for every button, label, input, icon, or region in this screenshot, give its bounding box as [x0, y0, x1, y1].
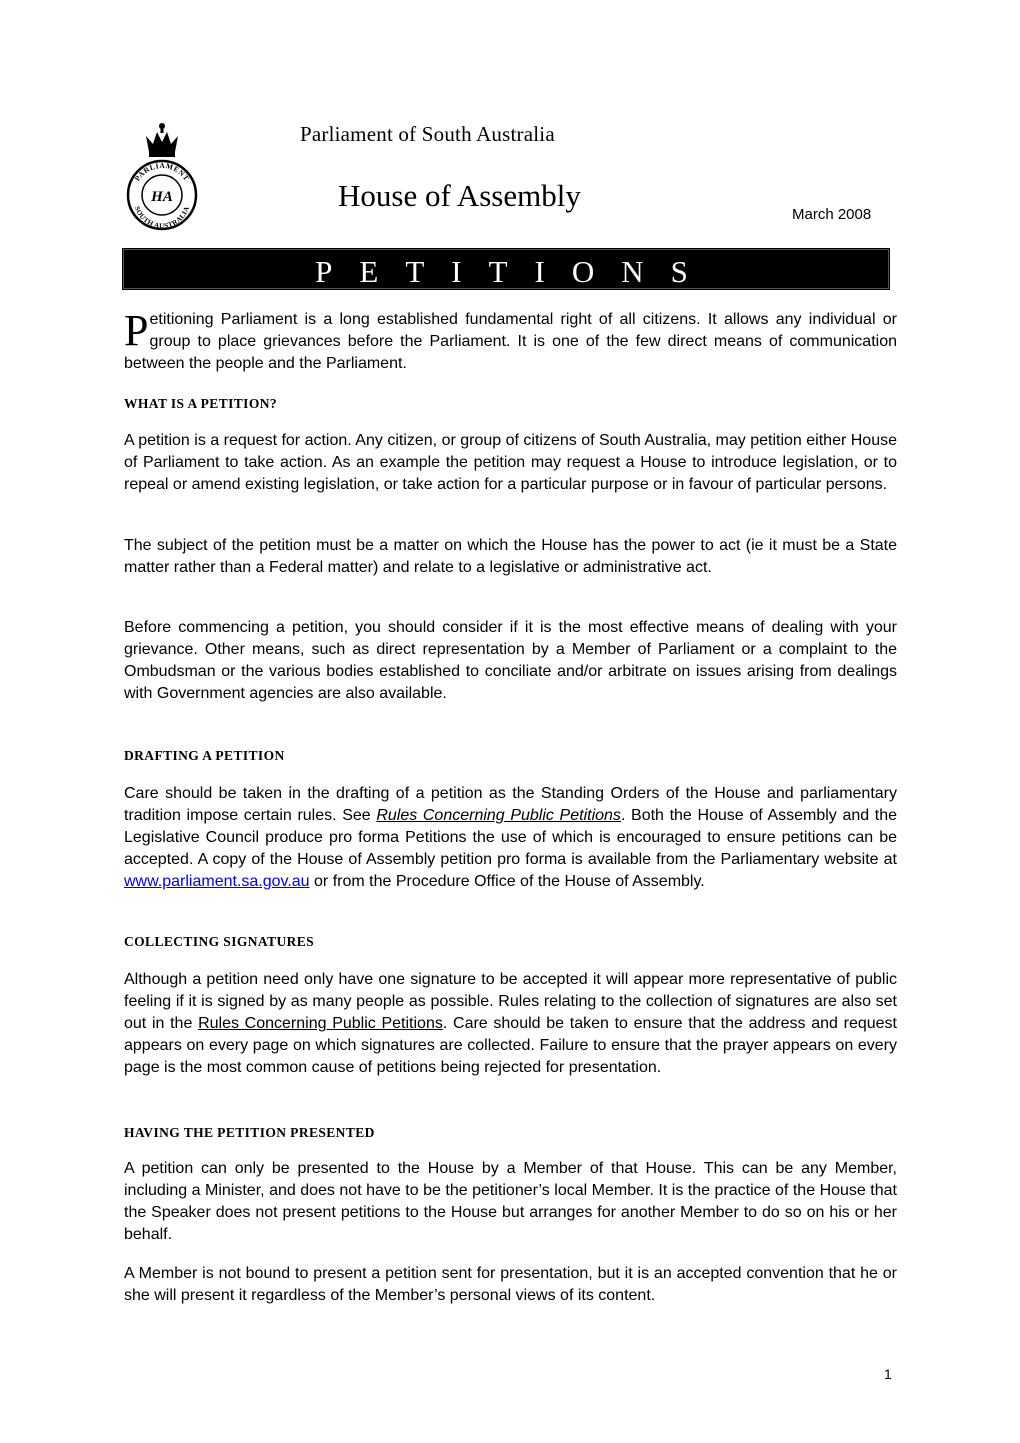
intro-paragraph — [124, 306, 897, 375]
title-banner — [122, 248, 890, 290]
drop-cap: P — [124, 306, 149, 355]
parliament-crest-icon — [122, 122, 202, 232]
what-paragraph-1: A petition is a request for action. Any citizen, or group of citizens of South Australia, may petition either House of Parliament to take action. As an example the petition may request a House to introduce legislation, or to repeal or amend existing legislation, or take action for a particular purpose or in favour of particular persons. — [124, 432, 897, 493]
parliament-name: Parliament of South Australia — [300, 122, 555, 146]
heading-drafting-a-petition: DRAFTING A PETITION — [124, 748, 285, 763]
collecting-paragraph — [124, 969, 897, 1079]
collecting-text-b: . Care should be taken to ensure that the address and request appears on every page on which signatures are collected. Failure to ensure that the prayer appears on every page is the most common cause of petitions being rejected for presentation. — [124, 1015, 897, 1076]
drafting-paragraph — [124, 783, 897, 893]
crest-monogram: HA — [151, 189, 173, 205]
parliament-website-link[interactable]: www.parliament.sa.gov.au — [124, 873, 310, 890]
svg-text:SOUTH AUSTRALIA — [133, 205, 191, 230]
drafting-text-c: or from the Procedure Office of the House of Assembly. — [309, 873, 705, 890]
drafting-text-b: . Both the House of Assembly and the Legislative Council produce pro forma Petitions the use of which is encouraged to ensure petitions can be accepted. A copy of the House of Assembly petition pro forma is available from the Parliamentary website at — [124, 807, 898, 868]
page-number: 1 — [884, 1366, 892, 1382]
heading-what-is-a-petition: WHAT IS A PETITION? — [124, 396, 278, 411]
presented-paragraph-2: A Member is not bound to present a petition sent for presentation, but it is an accepted convention that he or she will present it regardless of the Member’s personal views of its content. — [124, 1265, 897, 1304]
drafting-text-a: Care should be taken in the drafting of a petition as the Standing Orders of the House and parliamentary tradition impose certain rules. See — [124, 785, 897, 824]
svg-text:PARLIAMENT — [133, 161, 192, 183]
heading-having-the-petition-presented: HAVING THE PETITION PRESENTED — [124, 1125, 375, 1140]
what-paragraph-3: Before commencing a petition, you should consider if it is the most effective means of dealing with your grievance. Other means, such as direct representation by a Member of Parliament or a complaint to the Ombudsman or the various bodies established to conciliate and/or arbitrate on issues arising from dealings with Government agencies are also available. — [124, 619, 897, 702]
presented-paragraph-1: A petition can only be presented to the House by a Member of that House. This can be any Member, including a Minister, and does not have to be the petitioner’s local Member. It is the practice of the House that the Speaker does not present petitions to the House but arranges for another Member to do so on his or her behalf. — [124, 1160, 897, 1243]
house-title: House of Assembly — [338, 178, 581, 213]
collecting-text-a: Although a petition need only have one signature to be accepted it will appear more representative of public feeling if it is signed by as many people as possible. Rules relating to the collection of signatures are also set out in the — [124, 971, 897, 1032]
intro-text: etitioning Parliament is a long established fundamental right of all citizens. It allows any individual or group to place grievances before the Parliament. It is one of the few direct means of communication between the people and the Parliament. — [124, 311, 897, 372]
document-date: March 2008 — [792, 206, 872, 223]
heading-collecting-signatures: COLLECTING SIGNATURES — [124, 934, 315, 949]
crest-ring-bottom-text: SOUTH AUSTRALIA — [132, 205, 192, 231]
page-title: PETITIONS — [315, 254, 715, 289]
what-paragraph-2: The subject of the petition must be a matter on which the House has the power to act (ie it must be a State matter rather than a Federal matter) and relate to a legislative or administrative act. — [124, 537, 897, 576]
crest-ring-top-text: PARLIAMENT — [132, 160, 192, 183]
rules-concerning-public-petitions-link[interactable]: Rules Concerning Public Petitions — [376, 807, 621, 824]
rules-concerning-public-petitions-underline[interactable]: Rules Concerning Public Petitions — [198, 1015, 443, 1032]
